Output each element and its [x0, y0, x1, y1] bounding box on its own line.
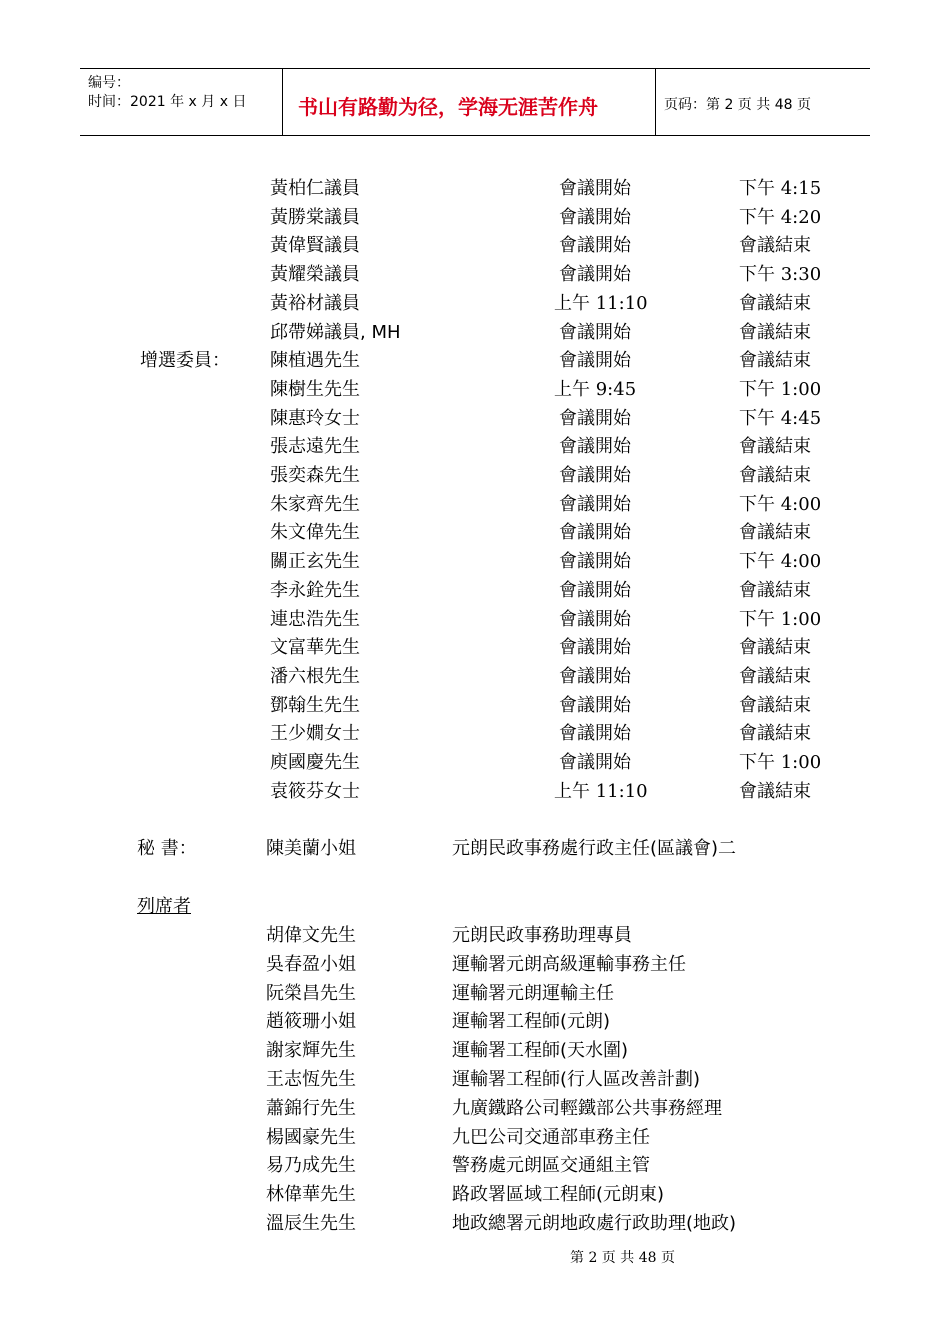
co-opted-members-label: 增選委員： — [140, 350, 230, 371]
attendee-arrival: 上午 11:10 — [554, 293, 648, 314]
attendee-departure: 下午 4:15 — [739, 178, 822, 199]
attendee-name: 張奕森先生 — [270, 465, 360, 486]
attendee-in-attendance-title: 九巴公司交通部車務主任 — [452, 1127, 650, 1148]
attendee-arrival: 會議開始 — [559, 551, 631, 572]
attendee-name: 鄧翰生先生 — [270, 695, 360, 716]
attendee-in-attendance-name: 王志恆先生 — [266, 1069, 356, 1090]
attendee-departure: 會議結束 — [739, 781, 811, 802]
attendee-in-attendance-title: 運輸署工程師(元朗) — [452, 1011, 611, 1032]
attendee-arrival: 會議開始 — [559, 322, 631, 343]
attendee-name: 關正玄先生 — [270, 551, 360, 572]
attendee-in-attendance-name: 趙筱珊小姐 — [266, 1011, 356, 1032]
attendee-arrival: 會議開始 — [559, 637, 631, 658]
attendee-name: 連忠浩先生 — [270, 609, 360, 630]
attendee-departure: 會議結束 — [739, 695, 811, 716]
attendee-in-attendance-name: 蕭錦行先生 — [266, 1098, 356, 1119]
attendee-in-attendance-name: 謝家輝先生 — [266, 1040, 356, 1061]
attendee-in-attendance-name: 胡偉文先生 — [266, 925, 356, 946]
attendee-name: 王少嫺女士 — [270, 723, 360, 744]
attendee-in-attendance-title: 警務處元朗區交通組主管 — [452, 1155, 650, 1176]
attendee-name: 黃柏仁議員 — [270, 178, 360, 199]
attendee-departure: 下午 1:00 — [739, 752, 822, 773]
attendee-name: 張志遠先生 — [270, 436, 360, 457]
attendee-name: 朱家齊先生 — [270, 494, 360, 515]
attendee-arrival: 會議開始 — [559, 235, 631, 256]
attendee-name: 邱帶娣議員, MH — [270, 322, 401, 343]
attendee-departure: 下午 4:45 — [739, 408, 822, 429]
attendee-arrival: 會議開始 — [559, 723, 631, 744]
attendee-in-attendance-name: 溫辰生先生 — [266, 1213, 356, 1234]
attendee-in-attendance-name: 阮榮昌先生 — [266, 983, 356, 1004]
attendee-arrival: 會議開始 — [559, 695, 631, 716]
attendee-name: 黃偉賢議員 — [270, 235, 360, 256]
attendee-name: 文富華先生 — [270, 637, 360, 658]
attendee-in-attendance-name: 吳春盈小姐 — [266, 954, 356, 975]
attendee-departure: 會議結束 — [739, 580, 811, 601]
attendee-in-attendance-title: 九廣鐵路公司輕鐵部公共事務經理 — [452, 1098, 722, 1119]
attendee-departure: 會議結束 — [739, 293, 811, 314]
attendee-in-attendance-name: 易乃成先生 — [266, 1155, 356, 1176]
secretary-title: 元朗民政事務處行政主任(區議會)二 — [452, 838, 737, 859]
attendee-arrival: 會議開始 — [559, 666, 631, 687]
attendee-arrival: 會議開始 — [559, 522, 631, 543]
attendee-arrival: 會議開始 — [559, 465, 631, 486]
attendee-departure: 會議結束 — [739, 723, 811, 744]
attendee-name: 黃裕材議員 — [270, 293, 360, 314]
attendee-arrival: 會議開始 — [559, 580, 631, 601]
attendee-name: 庾國慶先生 — [270, 752, 360, 773]
attendee-in-attendance-title: 運輸署元朗運輸主任 — [452, 983, 614, 1004]
attendee-name: 黃勝棠議員 — [270, 207, 360, 228]
secretary-label: 秘 書： — [137, 838, 197, 859]
attendee-name: 陳植遇先生 — [270, 350, 360, 371]
attendee-departure: 下午 1:00 — [739, 379, 822, 400]
attendee-departure: 下午 3:30 — [739, 264, 822, 285]
attendee-arrival: 會議開始 — [559, 408, 631, 429]
attendee-in-attendance-title: 運輸署元朗高級運輸事務主任 — [452, 954, 686, 975]
attendee-departure: 會議結束 — [739, 637, 811, 658]
attendee-arrival: 上午 9:45 — [554, 379, 637, 400]
attendee-departure: 會議結束 — [739, 666, 811, 687]
attendee-departure: 下午 1:00 — [739, 609, 822, 630]
header-motto: 书山有路勤为径，学海无涯苦作舟 — [298, 95, 598, 119]
attendee-departure: 會議結束 — [739, 322, 811, 343]
attendee-in-attendance-title: 路政署區域工程師(元朗東) — [452, 1184, 665, 1205]
header-divider-left — [282, 68, 283, 135]
attendee-departure: 會議結束 — [739, 350, 811, 371]
page-footer: 第 2 页 共 48 页 — [570, 1250, 675, 1266]
attendee-name: 陳惠玲女士 — [270, 408, 360, 429]
attendee-arrival: 會議開始 — [559, 494, 631, 515]
attendee-in-attendance-name: 楊國豪先生 — [266, 1127, 356, 1148]
attendee-name: 李永銓先生 — [270, 580, 360, 601]
attendee-name: 朱文偉先生 — [270, 522, 360, 543]
header-date-label: 时间：2021 年 x 月 x 日 — [88, 94, 247, 110]
attendee-arrival: 會議開始 — [559, 178, 631, 199]
header-top-rule — [80, 68, 870, 69]
attendee-name: 黃耀榮議員 — [270, 264, 360, 285]
attendee-departure: 會議結束 — [739, 522, 811, 543]
attendee-in-attendance-name: 林偉華先生 — [266, 1184, 356, 1205]
header-divider-right — [655, 68, 656, 135]
attendee-arrival: 會議開始 — [559, 752, 631, 773]
in-attendance-heading: 列席者 — [137, 896, 191, 917]
header-page-label: 页码：第 2 页 共 48 页 — [664, 97, 811, 113]
header-bottom-rule — [80, 135, 870, 136]
attendee-name: 袁筱芬女士 — [270, 781, 360, 802]
header-number-label: 编号： — [88, 75, 130, 91]
attendee-departure: 會議結束 — [739, 465, 811, 486]
attendee-in-attendance-title: 運輸署工程師(天水圍) — [452, 1040, 629, 1061]
attendee-departure: 會議結束 — [739, 235, 811, 256]
attendee-departure: 會議結束 — [739, 436, 811, 457]
attendee-arrival: 會議開始 — [559, 264, 631, 285]
attendee-in-attendance-title: 運輸署工程師(行人區改善計劃) — [452, 1069, 701, 1090]
attendee-in-attendance-title: 元朗民政事務助理專員 — [452, 925, 632, 946]
attendee-departure: 下午 4:00 — [739, 551, 822, 572]
attendee-arrival: 會議開始 — [559, 350, 631, 371]
secretary-name: 陳美蘭小姐 — [266, 838, 356, 859]
attendee-departure: 下午 4:20 — [739, 207, 822, 228]
attendee-arrival: 會議開始 — [559, 436, 631, 457]
attendee-name: 潘六根先生 — [270, 666, 360, 687]
attendee-in-attendance-title: 地政總署元朗地政處行政助理(地政) — [452, 1213, 737, 1234]
attendee-arrival: 會議開始 — [559, 609, 631, 630]
attendee-name: 陳樹生先生 — [270, 379, 360, 400]
attendee-departure: 下午 4:00 — [739, 494, 822, 515]
attendee-arrival: 上午 11:10 — [554, 781, 648, 802]
attendee-arrival: 會議開始 — [559, 207, 631, 228]
